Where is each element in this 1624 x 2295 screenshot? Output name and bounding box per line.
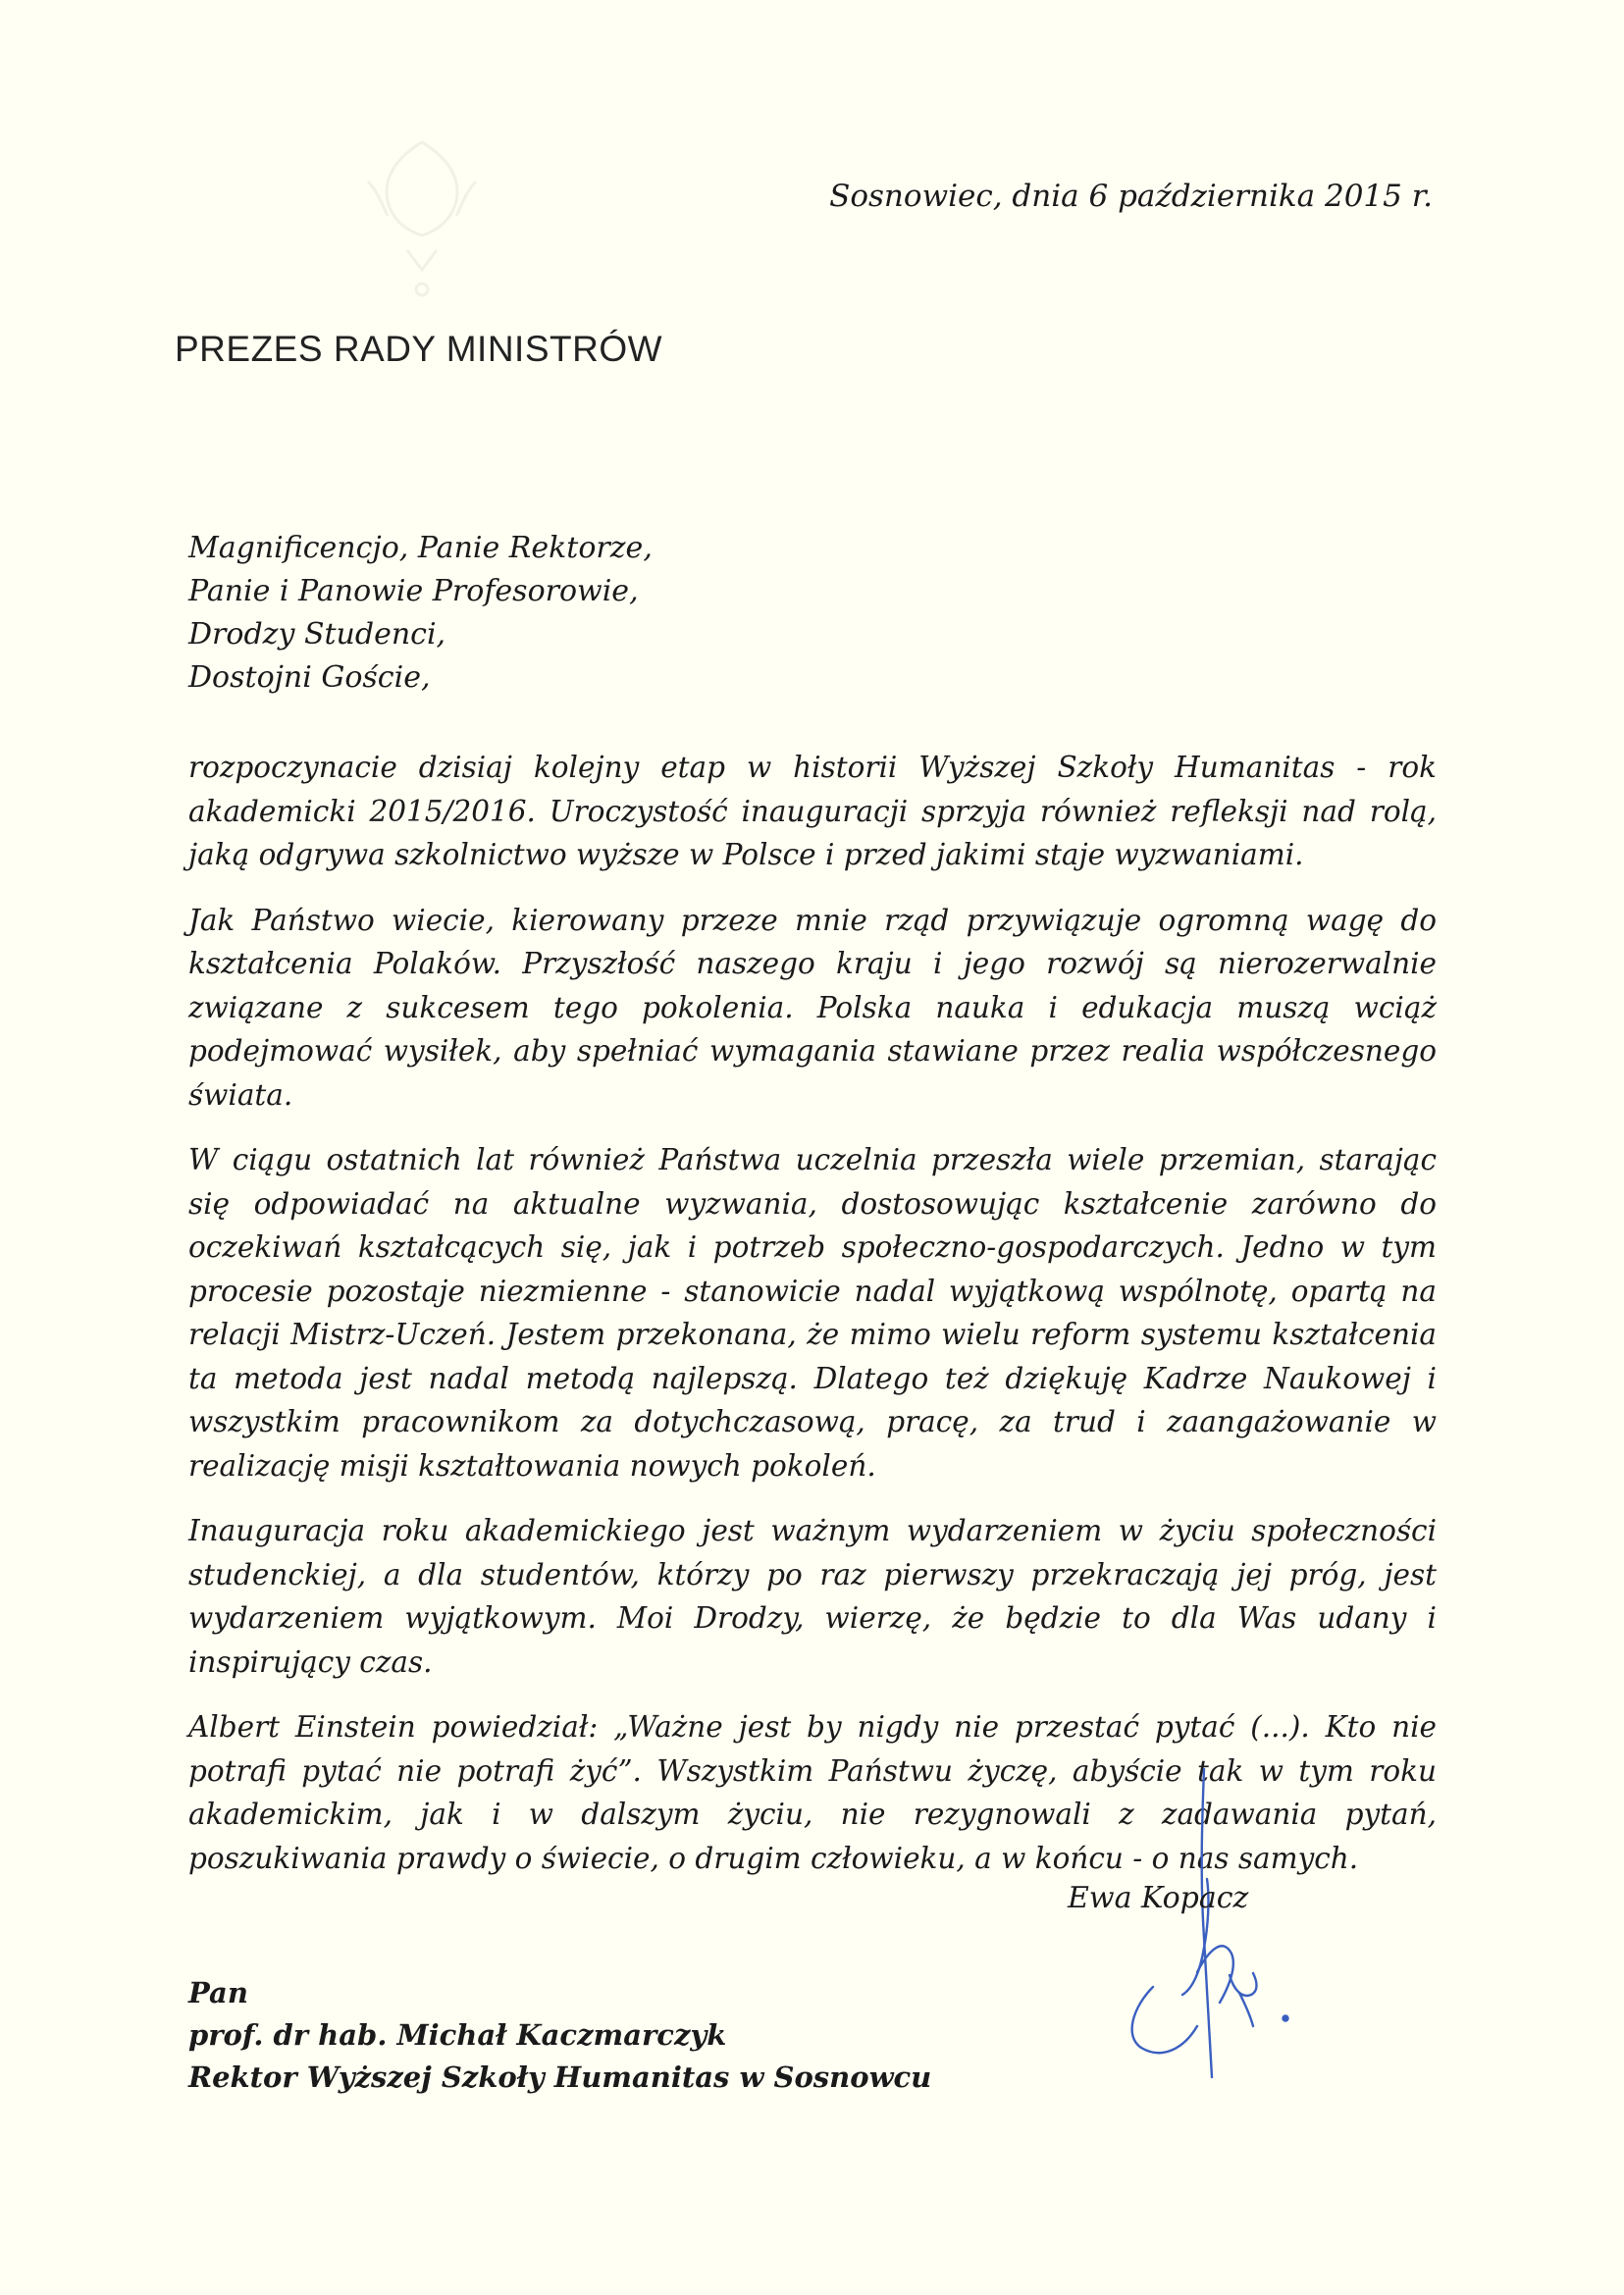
letter-body bbox=[188, 746, 1437, 1902]
emblem-watermark-icon bbox=[339, 123, 505, 309]
addressee-line: Rektor Wyższej Szkoły Humanitas w Sosnowcu bbox=[188, 2060, 932, 2094]
signer-name: Ewa Kopacz bbox=[1068, 1881, 1249, 1915]
salutation-line: Drodzy Studenci, bbox=[188, 617, 446, 652]
salutation-line: Dostojni Goście, bbox=[188, 660, 431, 695]
salutation-list bbox=[188, 527, 653, 700]
place-and-date: Sosnowiec, dnia 6 października 2015 r. bbox=[829, 179, 1433, 214]
body-paragraph: Inauguracja roku akademickiego jest ważnym wydarzeniem w życiu społeczności studenckiej, a dla studentów, którzy po raz pierwszy przekraczają jej próg, jest wydarzeniem wyjątkowym. Moi Drodzy, wierzę, że będzie to dla Was udany i inspirujący czas. bbox=[188, 1514, 1437, 1679]
addressee-block bbox=[188, 1972, 931, 2099]
body-paragraph: Albert Einstein powiedział: „Ważne jest by nigdy nie przestać pytać (...). Kto nie potrafi pytać nie potrafi żyć”. Wszystkim Państwu życzę, abyście tak w tym roku akademickim, jak i w dalszym życiu, nie rezygnowali z zadawania pytań, poszukiwania prawdy o świecie, o drugim człowieku, a w końcu - o nas samych. bbox=[188, 1710, 1437, 1875]
addressee-line: Pan bbox=[188, 1976, 248, 2009]
salutation-line: Panie i Panowie Profesorowie, bbox=[188, 574, 639, 608]
body-paragraph: rozpoczynacie dzisiaj kolejny etap w historii Wyższej Szkoły Humanitas - rok akademicki 2015/2016. Uroczystość inauguracji sprzyja również refleksji nad rolą, jaką odgrywa szkolnictwo wyższe w Polsce i przed jakimi staje wyzwaniami. bbox=[188, 751, 1437, 871]
salutation-line: Magnificencjo, Panie Rektorze, bbox=[188, 531, 653, 565]
body-paragraph: W ciągu ostatnich lat również Państwa uczelnia przeszła wiele przemian, starając się odpowiadać na aktualne wyzwania, dostosowując kształcenie zarówno do oczekiwań kształcących się, jak i potrzeb społeczno-gospodarczych. Jedno w tym procesie pozostaje niezmienne - stanowicie nadal wyjątkową wspólnotę, opartą na relacji Mistrz-Uczeń. Jestem przekonana, że mimo wielu reform systemu kształcenia ta metoda jest nadal metodą najlepszą. Dlatego też dziękuję Kadrze Naukowej i wszystkim pracownikom za dotychczasową, pracę, za trud i zaangażowanie w realizację misji kształtowania nowych pokoleń. bbox=[188, 1143, 1437, 1483]
body-paragraph: Jak Państwo wiecie, kierowany przeze mnie rząd przywiązuje ogromną wagę do kształcenia Polaków. Przyszłość naszego kraju i jego rozwój są nierozerwalnie związane z sukcesem tego pokolenia. Polska nauka i edukacja muszą wciąż podejmować wysiłek, aby spełniać wymagania stawiane przez realia współczesnego świata. bbox=[188, 903, 1437, 1112]
addressee-line: prof. dr hab. Michał Kaczmarczyk bbox=[188, 2018, 727, 2052]
office-heading: PREZES RADY MINISTRÓW bbox=[175, 329, 663, 369]
handwritten-signature bbox=[1094, 1761, 1320, 2085]
